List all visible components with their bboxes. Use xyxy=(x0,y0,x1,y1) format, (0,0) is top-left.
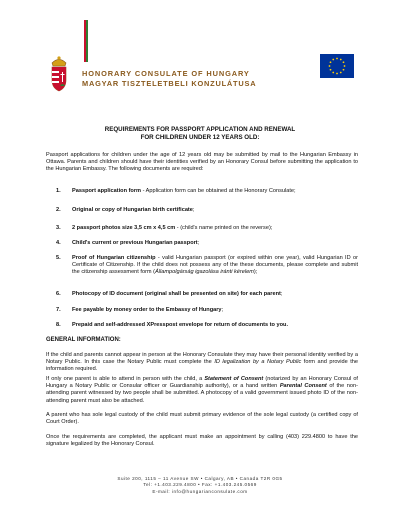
footer-phone-fax: Tel: +1.403.229.4800 • Fax: +1.403.245.0569 xyxy=(143,482,257,488)
list-item: 1. Passport application form - Application form can be obtained at the Honorary Consulate; xyxy=(56,188,296,194)
consulate-title: HONORARY CONSULATE OF HUNGARY xyxy=(82,69,250,78)
list-item: 2. Original or copy of Hungarian birth certificate; xyxy=(56,207,195,213)
hungarian-coat-of-arms-icon xyxy=(44,54,74,94)
general-paragraph-2: If only one parent is able to attend in person with the child, a Statement of Consent (notarized by an Honorary Consul of Hungary a Notary Public or Consular officer or Guardianship authority), or a hand written Parental Consent of the non-attending parent witnessed by two people shall be submitted. A photocopy of a valid government issued photo ID of the non-attending parent must also be attached. xyxy=(46,376,358,404)
list-item: 6. Photocopy of ID document (original shall be presented on site) for each parent; xyxy=(56,291,283,297)
consulate-subtitle: MAGYAR TISZTELETBELI KONZULÁTUSA xyxy=(82,79,257,88)
footer-street: Suite 200, 1115 – 11 Avenue SW • Calgary, AB • Canada T2R 0G5 xyxy=(117,476,283,481)
green-accent-line xyxy=(86,20,88,62)
eu-flag-icon xyxy=(320,54,354,78)
footer-address xyxy=(60,476,340,495)
footer-email: E-mail: info@hungarianconsulate.com xyxy=(152,488,248,494)
intro-paragraph: Passport applications for children under the age of 12 years old may be submitted by mail to the Hungarian Embassy in Ottawa. Parents and children should have their identities verified by an Honorary Consul before submitting the application to the Hungarian Embassy. The following documents are required: xyxy=(46,152,358,173)
list-item: 5. Proof of Hungarian citizenship - valid Hungarian passport (or expired within one year), valid Hungarian ID or Certificate of Citizenship. If the child does not possess any of the these documents, please complete and submit the citizenship assessment form (Állampolgárság igazolása iránti kérelem); xyxy=(56,255,358,276)
list-item: 8. Prepaid and self-addressed XPresspost envelope for return of documents to you. xyxy=(56,322,289,328)
list-item: 3. 2 passport photos size 3,5 cm x 4,5 cm - (child's name printed on the reverse); xyxy=(56,225,273,231)
general-paragraph-3: A parent who has sole legal custody of the child must submit primary evidence of the sole legal custody (a certified copy of Court Order). xyxy=(46,412,358,426)
list-item: 7. Fee payable by money order to the Embassy of Hungary; xyxy=(56,307,224,313)
general-paragraph-4: Once the requirements are completed, the applicant must make an appointment by calling (403) 229.4800 to have the signature legalized by the Honorary Consul. xyxy=(46,434,358,448)
document-title: REQUIREMENTS FOR PASSPORT APPLICATION AND RENEWAL FOR CHILDREN UNDER 12 YEARS OLD: xyxy=(104,126,296,141)
list-item: 4. Child's current or previous Hungarian passport; xyxy=(56,240,200,246)
general-paragraph-1: If the child and parents cannot appear in person at the Honorary Consulate they may have their personal identity verified by a Notary Public. In this case the Notary Public must complete the ID legalization by a Notary Public form and provide the information required. xyxy=(46,352,358,373)
general-information-heading: GENERAL INFORMATION: xyxy=(46,337,121,343)
